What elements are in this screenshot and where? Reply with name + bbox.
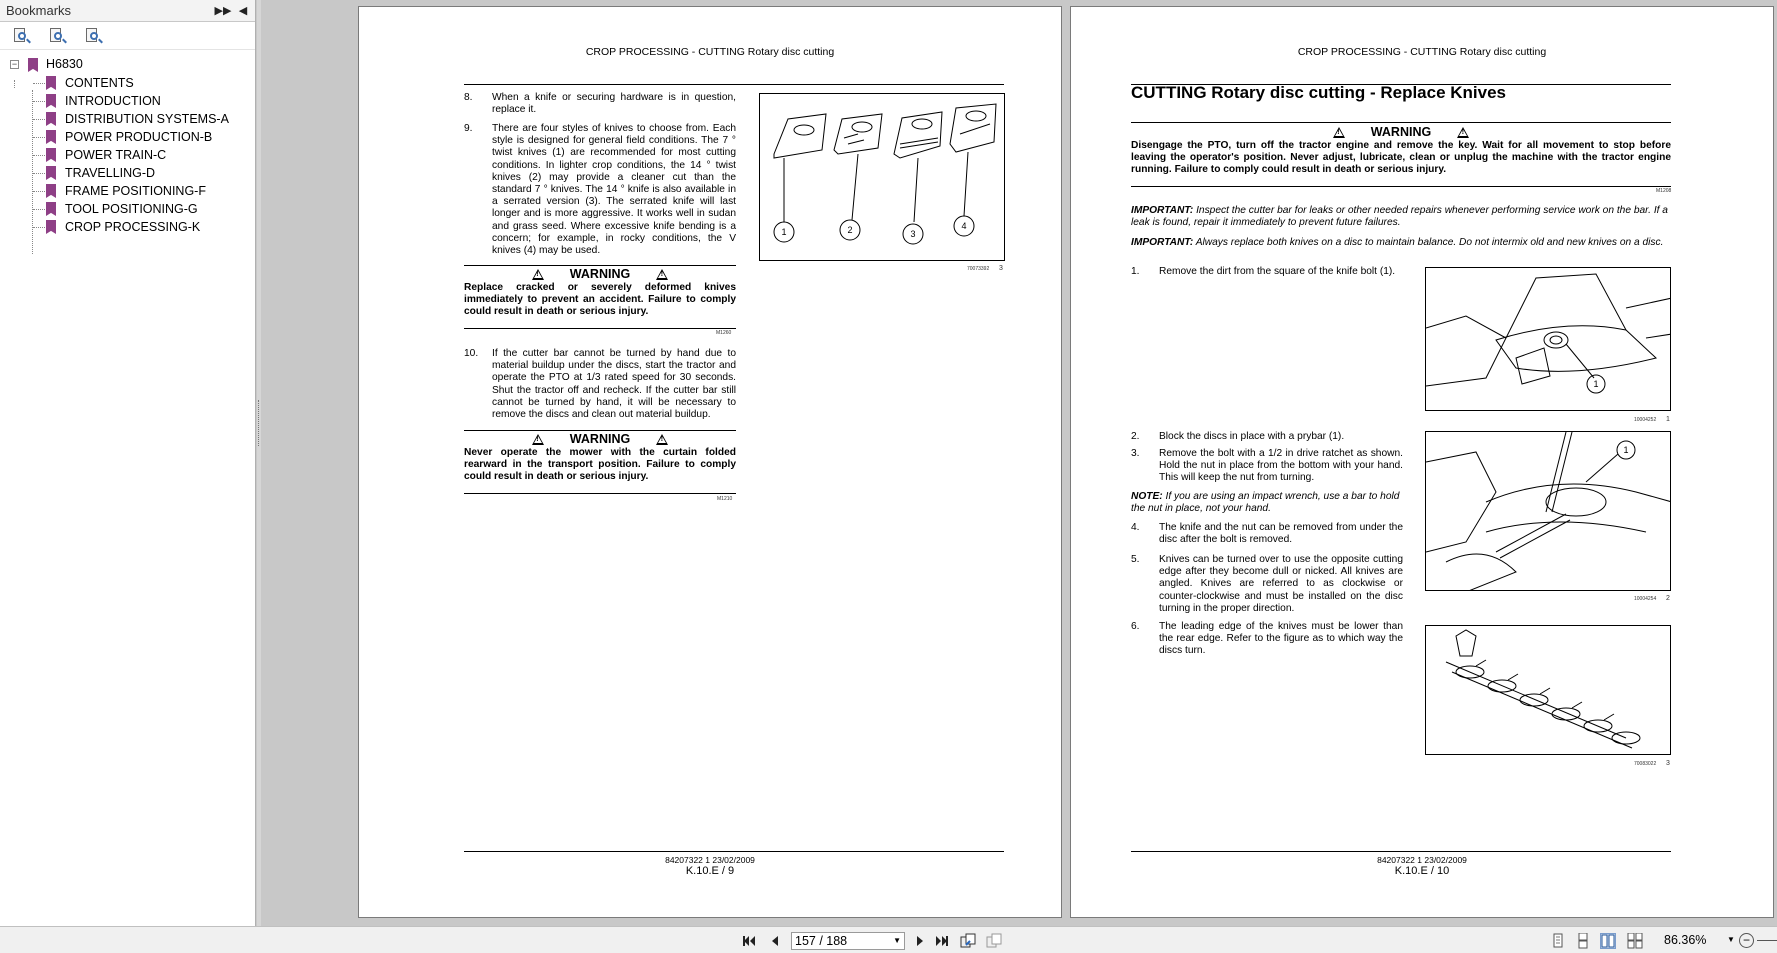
facing-pages-icon — [1601, 934, 1615, 948]
warning-rule — [1131, 186, 1671, 187]
bookmark-icon — [46, 220, 56, 234]
header-rule — [464, 84, 1004, 85]
warning-text: Never operate the mower with the curtain folded rearward in the transport position. Failure to comply could result in death or serious injury. — [464, 447, 736, 483]
single-page-view-button[interactable] — [1550, 933, 1566, 949]
step-text: If the cutter bar cannot be turned by hand due to material buildup under the discs, start the tractor and operate the PTO at 1/3 rated speed for 30 seconds. Shut the tractor off and recheck. If the cutter bar still cannot be turned by hand, it will be necessary to remove the discs and clean out material buildup. — [492, 348, 736, 421]
collapse-panel-icon[interactable]: ◀ — [238, 5, 248, 17]
previous-view-icon — [960, 933, 976, 949]
expand-panel-icon[interactable]: ▶▶ — [214, 5, 232, 17]
zoom-out-button[interactable]: − — [1739, 933, 1754, 948]
step-1 — [1131, 266, 1403, 280]
warning-rule — [464, 328, 736, 329]
warning-rule — [464, 430, 736, 431]
warning-rule — [464, 265, 736, 266]
step-number: 9. — [464, 123, 473, 134]
bookmark-icon — [46, 148, 56, 162]
page-header: CROP PROCESSING - CUTTING Rotary disc cutting — [1297, 46, 1547, 58]
footer-page-ref: K.10.E / 10 — [1394, 865, 1450, 877]
footer-page-ref: K.10.E / 9 — [685, 865, 735, 877]
bookmark-item-power-production[interactable] — [0, 128, 255, 146]
bookmark-item-frame-positioning[interactable] — [0, 182, 255, 200]
continuous-facing-view-button[interactable] — [1627, 933, 1643, 949]
step-text: Remove the dirt from the square of the knife bolt (1). — [1159, 266, 1396, 277]
bookmark-item-travelling[interactable] — [0, 164, 255, 182]
next-view-icon — [986, 933, 1002, 949]
document-page-left — [358, 6, 1062, 918]
bookmark-item-tool-positioning[interactable] — [0, 200, 255, 218]
warning-title: WARNING — [569, 267, 631, 281]
warning-code: M1260 — [716, 330, 732, 336]
step-text: There are four styles of knives to choose from. Each style is designed for general field conditions. The 7 ° twist knives (1) are recommended for most cutting conditions. In lighter crop conditions, the 14 ° twist knives (2) may provide a cleaner cut than the standard 7 ° knives. The 14 ° knife is also available in a serrated version (3). The serrated knife will last longer and is more aggressive. It works well in sudan and grass seed. Where excessive knife bending is a concern; for example, in rocky conditions, the V knives (4) may be used. — [492, 123, 736, 257]
bookmark-item-contents[interactable] — [0, 74, 255, 92]
continuous-facing-icon — [1627, 933, 1643, 949]
step-text: The leading edge of the knives must be lower than the rear edge. Refer to the figure as to which way the discs turn. — [1159, 621, 1403, 657]
splitter-grip-icon[interactable] — [258, 400, 260, 446]
important-text: Inspect the cutter bar for leaks or other needed repairs whenever performing service work on the bar. If a leak is found, repair it immediately to prevent future failures. — [1131, 205, 1668, 229]
important-label: IMPORTANT: — [1131, 237, 1194, 248]
warning-title: WARNING — [1370, 125, 1432, 139]
step-3 — [1131, 448, 1403, 486]
figure-number: 3 — [999, 265, 1003, 272]
important-text: Always replace both knives on a disc to maintain balance. Do not intermix old and new knives on a disc. — [1195, 237, 1664, 248]
single-page-icon — [1550, 933, 1566, 949]
footer-doc-id: 84207322 1 23/02/2009 — [1377, 855, 1467, 865]
step-number: 10. — [464, 348, 479, 359]
previous-page-icon — [767, 933, 783, 949]
previous-page-button[interactable] — [767, 933, 783, 949]
bookmark-label: INTRODUCTION — [65, 94, 161, 108]
step-9 — [464, 123, 736, 257]
next-page-icon — [912, 933, 928, 949]
warning-code: M1210 — [717, 496, 733, 502]
footer-doc-id: 84207322 1 23/02/2009 — [665, 855, 755, 865]
step-text: The knife and the nut can be removed from under the disc after the bolt is removed. — [1159, 522, 1403, 546]
knife-styles-figure — [759, 93, 1005, 261]
warning-code: M1208 — [1656, 188, 1672, 194]
page-dropdown-icon[interactable]: ▼ — [893, 936, 901, 945]
first-page-icon — [741, 933, 757, 949]
step-number: 8. — [464, 92, 473, 103]
ratchet-figure — [1425, 431, 1671, 591]
next-view-button[interactable] — [986, 933, 1002, 949]
disc-knife-bolt-illustration — [1426, 268, 1671, 411]
step-text: Block the discs in place with a prybar (1). — [1159, 431, 1345, 442]
zoom-level[interactable]: 86.36% — [1664, 933, 1707, 947]
last-page-button[interactable] — [934, 933, 950, 949]
bookmark-icon — [46, 166, 56, 180]
figure-number: 2 — [1666, 595, 1670, 602]
facing-view-button[interactable] — [1600, 933, 1616, 949]
knife-bolt-figure — [1425, 267, 1671, 411]
note-label: NOTE: — [1131, 491, 1163, 502]
bookmarks-panel — [0, 0, 256, 926]
important-note-1 — [1131, 205, 1671, 229]
disc-rotation-figure — [1425, 625, 1671, 755]
warning-title: WARNING — [569, 432, 631, 446]
footer-rule — [1131, 851, 1671, 852]
knife-styles-illustration — [760, 94, 1005, 261]
section-title: CUTTING Rotary disc cutting - Replace Knives — [1131, 83, 1507, 102]
continuous-page-icon — [1575, 933, 1591, 949]
continuous-view-button[interactable] — [1575, 933, 1591, 949]
bookmark-label: TOOL POSITIONING-G — [65, 202, 198, 216]
cutter-bar-rotation-illustration — [1426, 626, 1671, 755]
bookmark-icon — [46, 184, 56, 198]
important-note-2 — [1131, 237, 1671, 249]
figure-callout: 1 — [1593, 379, 1599, 389]
page-number-field[interactable] — [791, 932, 905, 950]
warning-heading — [1131, 125, 1671, 139]
bookmark-item-distribution-systems[interactable] — [0, 110, 255, 128]
footer-rule — [464, 851, 1004, 852]
important-label: IMPORTANT: — [1131, 205, 1194, 216]
bookmark-icon — [46, 130, 56, 144]
bookmarks-header — [0, 0, 255, 22]
bookmark-label: POWER PRODUCTION-B — [65, 130, 213, 144]
bookmark-label: POWER TRAIN-C — [65, 148, 167, 162]
first-page-button[interactable] — [741, 933, 757, 949]
step-5 — [1131, 554, 1403, 616]
bookmarks-toolbar — [0, 22, 255, 50]
step-text: When a knife or securing hardware is in question, replace it. — [492, 92, 736, 116]
bookmark-label: CROP PROCESSING-K — [65, 220, 201, 234]
note-text: If you are using an impact wrench, use a bar to hold the nut in place, not your hand. — [1131, 491, 1400, 515]
warning-box — [464, 432, 736, 492]
bookmark-icon — [46, 112, 56, 126]
page-indicator: 157 / 188 — [795, 934, 848, 948]
next-page-button[interactable] — [912, 933, 928, 949]
warning-box — [464, 267, 736, 337]
ratchet-prybar-illustration — [1426, 432, 1671, 591]
step-10 — [464, 348, 736, 422]
figure-number: 3 — [1666, 760, 1670, 767]
bookmark-icon — [28, 58, 38, 72]
step-8 — [464, 92, 736, 118]
bookmark-label: DISTRIBUTION SYSTEMS-A — [65, 112, 229, 126]
last-page-icon — [934, 933, 950, 949]
bookmark-root-label: H6830 — [46, 57, 83, 71]
figure-callout: 3 — [910, 229, 916, 239]
bookmark-icon — [46, 76, 56, 90]
bookmark-icon — [46, 202, 56, 216]
figure-caption-code: 10004254 — [1634, 596, 1657, 602]
panel-splitter[interactable] — [257, 0, 261, 926]
warning-heading — [464, 267, 736, 281]
step-number: 5. — [1131, 554, 1140, 565]
warning-triangle-icon — [656, 269, 668, 280]
bookmark-root[interactable] — [0, 56, 255, 74]
step-text: Remove the bolt with a 1/2 in drive ratchet as shown. Hold the nut in place from the bottom with your hand. This will keep the nut from turning. — [1159, 448, 1403, 484]
zoom-slider[interactable] — [1757, 940, 1777, 941]
figure-callout: 1 — [781, 227, 787, 237]
bookmark-label: TRAVELLING-D — [65, 166, 156, 180]
warning-text: Replace cracked or severely deformed knives immediately to prevent an accident. Failure to comply could result in death or serious injury. — [464, 282, 736, 318]
warning-triangle-icon — [1333, 127, 1345, 138]
warning-text: Disengage the PTO, turn off the tractor engine and remove the key. Wait for all movement to stop before leaving the operator's position. Never adjust, lubricate, clean or unplug the machine with the tractor engine running. Failure to comply could result in death or serious injury. — [1131, 140, 1671, 176]
bottom-toolbar — [0, 926, 1777, 953]
step-number: 3. — [1131, 448, 1140, 459]
bookmarks-title: Bookmarks — [6, 3, 72, 18]
figure-caption-code: 10004252 — [1634, 417, 1657, 423]
step-text: Knives can be turned over to use the opposite cutting edge after they become dull or nicked. All knives are angled. Knives are referred to as clockwise or counter-clockwise and must be installed on the disc turning in the proper direction. — [1159, 554, 1403, 614]
previous-view-button[interactable] — [960, 933, 976, 949]
bookmark-item-crop-processing[interactable] — [0, 218, 255, 236]
step-number: 2. — [1131, 431, 1140, 442]
step-2 — [1131, 431, 1403, 445]
bookmark-tree — [0, 50, 255, 236]
step-number: 1. — [1131, 266, 1140, 277]
zoom-dropdown-icon[interactable]: ▼ — [1727, 935, 1735, 944]
step-number: 4. — [1131, 522, 1140, 533]
warning-heading — [464, 432, 736, 446]
note — [1131, 491, 1403, 515]
warning-triangle-icon — [1457, 127, 1469, 138]
find-previous-bookmark-icon[interactable] — [48, 27, 66, 45]
bookmark-label: FRAME POSITIONING-F — [65, 184, 206, 198]
figure-callout: 1 — [1623, 445, 1629, 455]
step-6 — [1131, 621, 1403, 659]
warning-triangle-icon — [656, 434, 668, 445]
title-rule — [1131, 122, 1671, 123]
warning-box — [1131, 125, 1671, 185]
figure-number: 1 — [1666, 416, 1670, 423]
page-header: CROP PROCESSING - CUTTING Rotary disc cutting — [585, 46, 835, 58]
figure-caption-code: 70073392 — [967, 266, 990, 272]
bookmark-icon — [46, 94, 56, 108]
bookmark-label: CONTENTS — [65, 76, 134, 90]
document-page-right — [1070, 6, 1774, 918]
collapse-tree-icon[interactable]: − — [11, 59, 18, 69]
figure-callout: 4 — [961, 221, 967, 231]
figure-callout: 2 — [847, 225, 853, 235]
find-next-bookmark-icon[interactable] — [84, 27, 102, 45]
warning-triangle-icon — [532, 269, 544, 280]
warning-rule — [464, 493, 736, 494]
warning-triangle-icon — [532, 434, 544, 445]
step-4 — [1131, 522, 1403, 548]
figure-caption-code: 70083022 — [1634, 761, 1657, 767]
find-bookmark-icon[interactable] — [12, 27, 30, 45]
bookmark-item-introduction[interactable] — [0, 92, 255, 110]
step-number: 6. — [1131, 621, 1140, 632]
bookmark-item-power-train[interactable] — [0, 146, 255, 164]
